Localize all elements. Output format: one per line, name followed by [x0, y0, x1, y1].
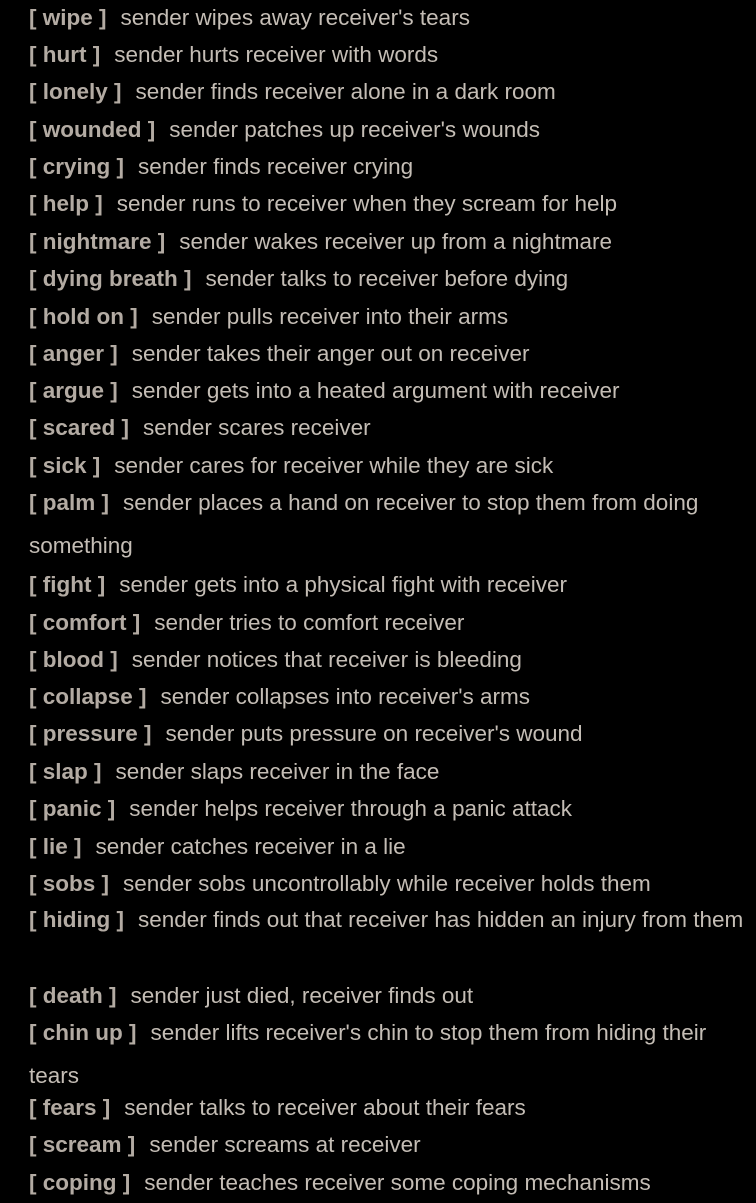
- prompt-text: sender lifts receiver's chin to stop them from hiding their tears: [29, 1020, 707, 1088]
- prompt-tag: [ collapse ]: [29, 684, 147, 709]
- list-item: [29, 751, 748, 792]
- prompt-text: sender teaches receiver some coping mechanisms: [144, 1170, 651, 1195]
- prompt-tag: [ blood ]: [29, 647, 118, 672]
- list-item: [29, 34, 748, 75]
- list-item: [29, 826, 748, 867]
- prompt-tag: [ scream ]: [29, 1132, 136, 1157]
- list-item: [29, 564, 748, 605]
- prompt-text: sender takes their anger out on receiver: [131, 341, 530, 366]
- prompt-tag: [ fears ]: [29, 1095, 111, 1120]
- prompt-tag: [ sobs ]: [29, 871, 110, 896]
- prompt-text: sender puts pressure on receiver's wound: [165, 721, 583, 746]
- prompt-tag: [ scared ]: [29, 415, 130, 440]
- list-item: [29, 407, 748, 448]
- list-item: [29, 602, 748, 643]
- list-item: [29, 1087, 748, 1128]
- prompt-text: sender slaps receiver in the face: [115, 759, 440, 784]
- prompt-tag: [ panic ]: [29, 796, 116, 821]
- prompt-text: sender collapses into receiver's arms: [160, 684, 530, 709]
- prompt-text: sender finds receiver crying: [138, 154, 414, 179]
- list-item: [29, 1011, 748, 1097]
- list-item: [29, 258, 748, 299]
- prompt-tag: [ sick ]: [29, 453, 101, 478]
- prompt-tag: [ nightmare ]: [29, 229, 166, 254]
- list-item: [29, 0, 748, 38]
- prompt-text: sender just died, receiver finds out: [130, 983, 474, 1008]
- prompt-text: sender talks to receiver before dying: [205, 266, 569, 291]
- list-item: [29, 71, 748, 112]
- prompt-tag: [ pressure ]: [29, 721, 152, 746]
- prompt-text: sender places a hand on receiver to stop them from doing something: [29, 490, 699, 558]
- prompt-tag: [ fight ]: [29, 572, 106, 597]
- prompt-tag: [ death ]: [29, 983, 117, 1008]
- prompt-tag: [ wipe ]: [29, 5, 107, 30]
- list-item: [29, 639, 748, 680]
- prompt-tag: [ wounded ]: [29, 117, 156, 142]
- prompt-tag: [ argue ]: [29, 378, 118, 403]
- list-item: [29, 788, 748, 829]
- prompt-text: sender gets into a heated argument with receiver: [131, 378, 620, 403]
- prompt-text: sender pulls receiver into their arms: [151, 304, 509, 329]
- prompt-tag: [ slap ]: [29, 759, 102, 784]
- prompt-text: sender wipes away receiver's tears: [120, 5, 470, 30]
- prompt-tag: [ lonely ]: [29, 79, 122, 104]
- prompt-text: sender patches up receiver's wounds: [169, 117, 540, 142]
- prompt-text: sender screams at receiver: [149, 1132, 421, 1157]
- prompt-text: sender tries to comfort receiver: [154, 610, 465, 635]
- prompt-tag: [ chin up ]: [29, 1020, 137, 1045]
- list-item: [29, 676, 748, 717]
- prompt-text: sender finds receiver alone in a dark room: [135, 79, 556, 104]
- prompt-text: sender runs to receiver when they scream for help: [116, 191, 617, 216]
- prompt-text: sender catches receiver in a lie: [95, 834, 406, 859]
- prompt-tag: [ comfort ]: [29, 610, 141, 635]
- list-item: [29, 1162, 748, 1203]
- prompt-text: sender talks to receiver about their fears: [124, 1095, 526, 1120]
- list-item: [29, 370, 748, 411]
- list-item: [29, 109, 748, 150]
- prompt-tag: [ hold on ]: [29, 304, 138, 329]
- list-item: [29, 481, 748, 567]
- prompt-text: sender helps receiver through a panic attack: [129, 796, 573, 821]
- prompt-tag: [ lie ]: [29, 834, 82, 859]
- prompt-tag: [ crying ]: [29, 154, 125, 179]
- prompt-text: sender cares for receiver while they are sick: [114, 453, 554, 478]
- list-item: [29, 333, 748, 374]
- prompt-text: sender wakes receiver up from a nightmare: [179, 229, 612, 254]
- list-item: [29, 183, 748, 224]
- prompt-text: sender hurts receiver with words: [114, 42, 439, 67]
- prompt-tag: [ hiding ]: [29, 907, 124, 932]
- prompt-tag: [ coping ]: [29, 1170, 131, 1195]
- list-item: [29, 898, 748, 941]
- list-item: [29, 975, 748, 1016]
- list-item: [29, 445, 748, 486]
- list-item: [29, 146, 748, 187]
- prompt-tag: [ anger ]: [29, 341, 118, 366]
- list-item: [29, 1124, 748, 1165]
- prompt-text: sender gets into a physical fight with receiver: [119, 572, 567, 597]
- prompt-text: sender finds out that receiver has hidden an injury from them: [137, 907, 744, 932]
- prompt-tag: [ hurt ]: [29, 42, 101, 67]
- prompt-text: sender scares receiver: [143, 415, 371, 440]
- prompt-tag: [ help ]: [29, 191, 103, 216]
- prompt-tag: [ dying breath ]: [29, 266, 192, 291]
- list-item: [29, 713, 748, 754]
- list-item: [29, 221, 748, 262]
- prompt-text: sender sobs uncontrollably while receiver holds them: [123, 871, 651, 896]
- list-item: [29, 296, 748, 337]
- prompt-text: sender notices that receiver is bleeding: [131, 647, 522, 672]
- prompt-tag: [ palm ]: [29, 490, 110, 515]
